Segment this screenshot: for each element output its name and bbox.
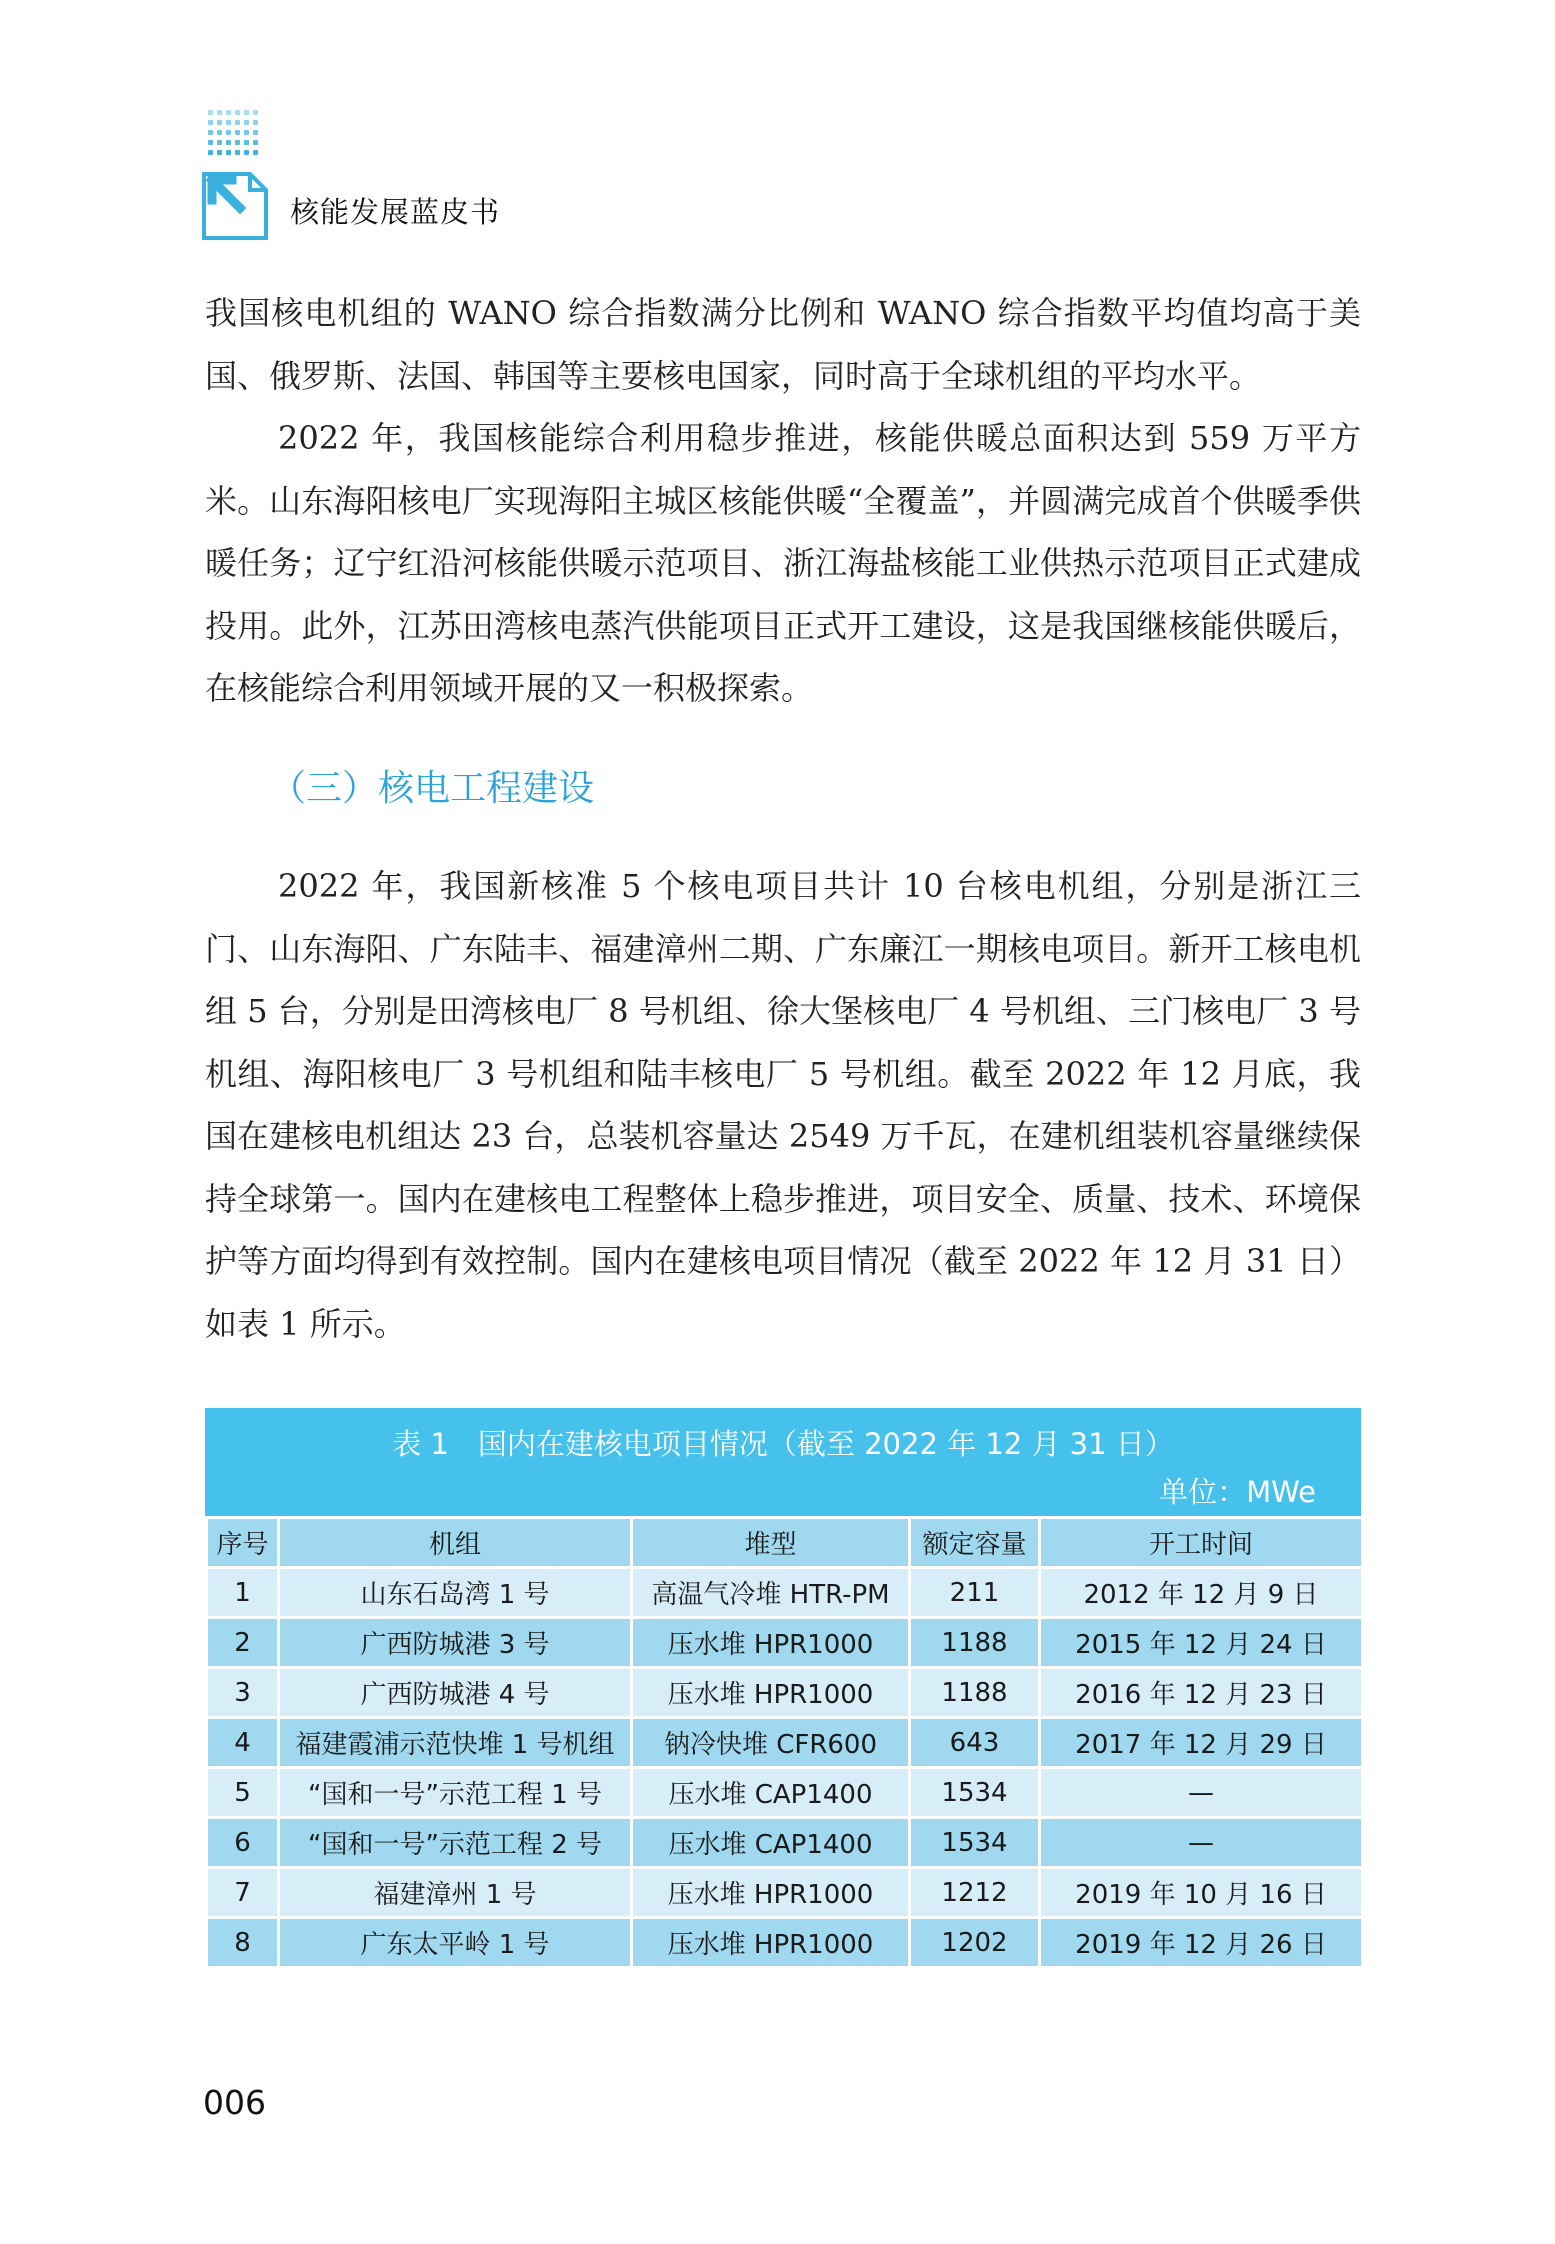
dot-decoration xyxy=(235,150,240,155)
data-table xyxy=(205,1516,1364,1969)
dot-decoration xyxy=(208,130,213,135)
dot-decoration xyxy=(244,130,249,135)
table-cell: 山东石岛湾 1 号 xyxy=(279,1568,632,1618)
document-icon xyxy=(200,170,270,242)
dot-decoration xyxy=(208,120,213,125)
table-cell: 211 xyxy=(910,1568,1040,1618)
dot-decoration xyxy=(226,150,231,155)
page-header xyxy=(200,110,700,260)
table-cell: 压水堆 HPR1000 xyxy=(632,1868,910,1918)
header-cell: 序号 xyxy=(207,1518,279,1568)
dot-decoration xyxy=(217,110,222,115)
table-cell: 2017 年 12 月 29 日 xyxy=(1040,1718,1363,1768)
table-cell: 4 xyxy=(207,1718,279,1768)
paragraph-wano: 我国核电机组的 WANO 综合指数满分比例和 WANO 综合指数平均值均高于美国、俄罗斯、法国、韩国等主要核电国家，同时高于全球机组的平均水平。 xyxy=(205,294,1361,395)
table-cell: 8 xyxy=(207,1918,279,1968)
section-heading: （三）核电工程建设 xyxy=(270,768,595,809)
dot-decoration xyxy=(217,120,222,125)
table-cell: 广东太平岭 1 号 xyxy=(279,1918,632,1968)
table-cell: 1534 xyxy=(910,1818,1040,1868)
dot-decoration xyxy=(235,130,240,135)
table-row xyxy=(207,1768,1363,1818)
dot-decoration xyxy=(208,150,213,155)
table-row xyxy=(207,1668,1363,1718)
table-cell: “国和一号”示范工程 2 号 xyxy=(279,1818,632,1868)
table-cell: 1534 xyxy=(910,1768,1040,1818)
dot-decoration xyxy=(217,150,222,155)
dot-decoration xyxy=(226,120,231,125)
table-row xyxy=(207,1818,1363,1868)
table-cell: 压水堆 HPR1000 xyxy=(632,1918,910,1968)
table-cell: 2019 年 10 月 16 日 xyxy=(1040,1868,1363,1918)
table-cell: — xyxy=(1040,1818,1363,1868)
dot-decoration xyxy=(244,120,249,125)
table-cell: 2019 年 12 月 26 日 xyxy=(1040,1918,1363,1968)
dot-decoration xyxy=(244,150,249,155)
body-paragraphs-top xyxy=(205,282,1361,720)
table-cell: 643 xyxy=(910,1718,1040,1768)
table-caption xyxy=(205,1408,1361,1516)
table-cell: 2016 年 12 月 23 日 xyxy=(1040,1668,1363,1718)
table-row xyxy=(207,1918,1363,1968)
table-cell: 广西防城港 4 号 xyxy=(279,1668,632,1718)
dot-decoration xyxy=(217,130,222,135)
dot-decoration xyxy=(226,130,231,135)
header-cell: 机组 xyxy=(279,1518,632,1568)
table-cell: 压水堆 HPR1000 xyxy=(632,1618,910,1668)
dot-decoration xyxy=(208,110,213,115)
table-cell: “国和一号”示范工程 1 号 xyxy=(279,1768,632,1818)
paragraph-comprehensive-use: 2022 年，我国核能综合利用稳步推进，核能供暖总面积达到 559 万平方米。山东海阳核电厂实现海阳主城区核能供暖“全覆盖”，并圆满完成首个供暖季供暖任务；辽宁红沿河核能供暖示范项目、浙江海盐核能工业供热示范项目正式建成投用。此外，江苏田湾核电蒸汽供能项目正式开工建设，这是我国继核能供暖后，在核能综合利用领域开展的又一积极探索。 xyxy=(205,419,1361,707)
table-cell: 压水堆 CAP1400 xyxy=(632,1818,910,1868)
dot-decoration xyxy=(244,110,249,115)
table-row xyxy=(207,1718,1363,1768)
table-cell: 2015 年 12 月 24 日 xyxy=(1040,1618,1363,1668)
table-row xyxy=(207,1568,1363,1618)
table-cell: 福建漳州 1 号 xyxy=(279,1868,632,1918)
table-cell: 高温气冷堆 HTR-PM xyxy=(632,1568,910,1618)
body-paragraphs-bottom xyxy=(205,855,1361,1355)
table-cell: 1188 xyxy=(910,1618,1040,1668)
paragraph-construction: 2022 年，我国新核准 5 个核电项目共计 10 台核电机组，分别是浙江三门、山东海阳、广东陆丰、福建漳州二期、广东廉江一期核电项目。新开工核电机组 5 台，分别是田湾核电厂 8 号机组、徐大堡核电厂 4 号机组、三门核电厂 3 号机组、海阳核电厂 3 号机组和陆丰核电厂 5 号机组。截至 2022 年 12 月底，我国在建核电机组达 23 台，总装机容量达 2549 万千瓦，在建机组装机容量继续保持全球第一。国内在建核电工程整体上稳步推进，项目安全、质量、技术、环境保护等方面均得到有效控制。国内在建核电项目情况（截至 2022 年 12 月 31 日）如表 1 所示。 xyxy=(205,867,1361,1343)
page-number: 006 xyxy=(203,2083,266,2122)
table-cell: 广西防城港 3 号 xyxy=(279,1618,632,1668)
table-cell: — xyxy=(1040,1768,1363,1818)
table-cell: 1202 xyxy=(910,1918,1040,1968)
dot-decoration xyxy=(253,120,258,125)
table-title: 表 1 国内在建核电项目情况（截至 2022 年 12 月 31 日） xyxy=(392,1427,1174,1461)
table-row xyxy=(207,1618,1363,1668)
table-cell: 5 xyxy=(207,1768,279,1818)
book-title: 核能发展蓝皮书 xyxy=(290,195,501,229)
projects-table xyxy=(205,1408,1361,1969)
table-cell: 压水堆 CAP1400 xyxy=(632,1768,910,1818)
dot-decoration xyxy=(253,130,258,135)
dot-decoration xyxy=(253,150,258,155)
header-cell: 开工时间 xyxy=(1040,1518,1363,1568)
table-header-row xyxy=(207,1518,1363,1568)
header-cell: 额定容量 xyxy=(910,1518,1040,1568)
table-cell: 钠冷快堆 CFR600 xyxy=(632,1718,910,1768)
table-cell: 3 xyxy=(207,1668,279,1718)
dot-decoration xyxy=(244,140,249,145)
dot-decoration xyxy=(235,120,240,125)
dot-decoration xyxy=(226,110,231,115)
table-row xyxy=(207,1868,1363,1918)
table-cell: 6 xyxy=(207,1818,279,1868)
dot-decoration xyxy=(217,140,222,145)
table-cell: 压水堆 HPR1000 xyxy=(632,1668,910,1718)
table-cell: 2012 年 12 月 9 日 xyxy=(1040,1568,1363,1618)
dot-decoration xyxy=(253,110,258,115)
table-cell: 7 xyxy=(207,1868,279,1918)
header-cell: 堆型 xyxy=(632,1518,910,1568)
table-cell: 福建霞浦示范快堆 1 号机组 xyxy=(279,1718,632,1768)
dot-decoration xyxy=(235,140,240,145)
table-cell: 1 xyxy=(207,1568,279,1618)
table-cell: 2 xyxy=(207,1618,279,1668)
table-unit: 单位：MWe xyxy=(1159,1475,1316,1509)
dot-decoration xyxy=(253,140,258,145)
table-cell: 1188 xyxy=(910,1668,1040,1718)
dot-decoration xyxy=(235,110,240,115)
dot-decoration xyxy=(226,140,231,145)
dot-decoration xyxy=(208,140,213,145)
table-cell: 1212 xyxy=(910,1868,1040,1918)
